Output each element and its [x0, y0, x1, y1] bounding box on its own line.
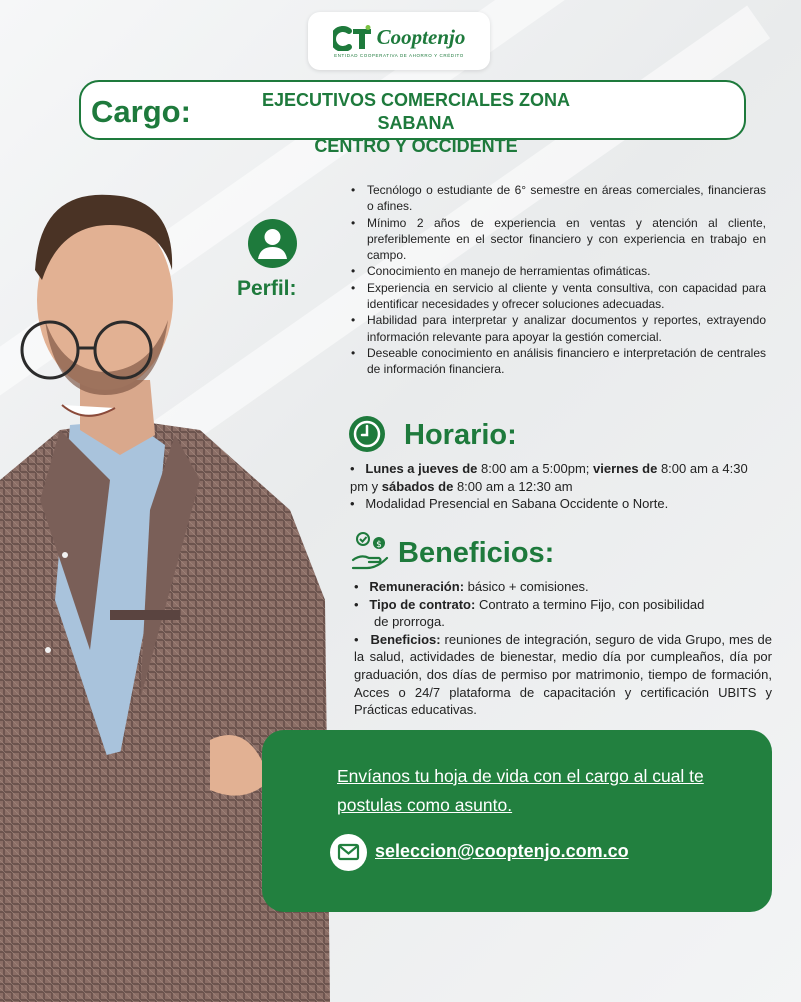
- horario-days-3: sábados de: [381, 478, 454, 494]
- horario-hours-2: 8:00 am a 4:30 pm y: [350, 461, 748, 494]
- perfil-item: • Mínimo 2 años de experiencia en ventas y atención al cliente, preferiblemente en el sector financiero y con experiencia en trabajo en campo.: [350, 215, 766, 264]
- horario-modalidad: Modalidad Presencial en Sabana Occidente o Norte.: [365, 496, 669, 511]
- horario-text: [350, 460, 768, 513]
- horario-line1: • Lunes a jueves de 8:00 am a 5:00pm; viernes de 8:00 am a 4:30 pm y sábados de 8:00 am a 12:30 am: [350, 461, 748, 494]
- beneficio-item: • Beneficios: reuniones de integración, seguro de vida Grupo, mes de la salud, actividades de bienestar, medio día por cumpleaños, día por graduación, dos días de permiso por matrimonio, tiempo de formación, Acces o 24/7 plataforma de capacitación y certificación UBITS y Prácticas educativas.: [354, 631, 772, 718]
- beneficio-item: • Tipo de contrato: Contrato a termino Fijo, con posibilidad: [354, 596, 705, 612]
- mail-icon: [330, 834, 367, 871]
- email-link[interactable]: seleccion@cooptenjo.com.co: [375, 841, 629, 861]
- send-cv-instructions: Envíanos tu hoja de vida con el cargo al cual te postulas como asunto.: [337, 766, 704, 815]
- perfil-label: Perfil:: [237, 277, 297, 300]
- horario-days-1: Lunes a jueves de: [365, 461, 478, 476]
- perfil-item: • Deseable conocimiento en análisis financiero e interpretación de centrales de información financiera.: [350, 345, 766, 378]
- user-icon: [248, 219, 297, 268]
- beneficio-label: Tipo de contrato:: [369, 596, 476, 612]
- beneficios-title: Beneficios:: [398, 537, 555, 569]
- brand-logo: [308, 12, 490, 70]
- brand-name: Cooptenjo: [376, 25, 466, 49]
- beneficio-label: Beneficios:: [370, 631, 441, 647]
- contact-box: [262, 730, 772, 912]
- beneficio-label: Remuneración:: [369, 579, 465, 594]
- perfil-item: • Conocimiento en manejo de herramientas ofimáticas.: [350, 263, 766, 279]
- horario-days-2: viernes de: [593, 461, 658, 476]
- perfil-item: • Experiencia en servicio al cliente y venta consultiva, con capacidad para identificar necesidades y ofrecer soluciones adecuadas.: [350, 280, 766, 313]
- perfil-item: • Habilidad para interpretar y analizar documentos y reportes, extrayendo información relevante para apoyar la gestión comercial.: [350, 312, 766, 345]
- beneficio-continuation: de prorroga.: [374, 614, 445, 630]
- perfil-item: • Tecnólogo o estudiante de 6° semestre en áreas comerciales, financieras o afines.: [350, 182, 766, 215]
- cargo-box: [79, 80, 746, 156]
- beneficio-value: reuniones de integración, seguro de vida Grupo, mes de la salud, actividades de bienestar, medio día por cumpleaños, día por graduación, dos días de permiso por matrimonio, tiempo de formación, Acces o 24/7 plataforma de capacitación y certificación UBITS y Prácticas educativas.: [354, 631, 772, 718]
- cargo-title-line1: EJECUTIVOS COMERCIALES ZONA SABANA: [261, 90, 571, 133]
- svg-text:$: $: [376, 540, 382, 550]
- beneficio-value: Contrato a termino Fijo, con posibilidad: [475, 596, 705, 612]
- beneficio-value: básico + comisiones.: [464, 579, 589, 594]
- horario-hours-3: 8:00 am a 12:30 am: [453, 478, 573, 494]
- benefits-hand-icon: [349, 530, 391, 572]
- brand-tagline: ENTIDAD COOPERATIVA DE AHORRO Y CRÉDITO: [334, 52, 464, 58]
- cargo-title-line2: CENTRO Y OCCIDENTE: [314, 136, 518, 156]
- horario-line2: • Modalidad Presencial en Sabana Occidente o Norte.: [350, 496, 669, 511]
- beneficios-text: [354, 578, 772, 719]
- horario-title: Horario:: [404, 419, 517, 451]
- beneficio-item: • Remuneración: básico + comisiones.: [354, 579, 589, 594]
- cargo-label: Cargo:: [91, 94, 191, 129]
- clock-icon: [349, 416, 385, 452]
- perfil-list: [350, 182, 766, 378]
- cargo-title: [231, 89, 601, 158]
- cooptenjo-logo-icon: [333, 25, 373, 51]
- horario-hours-1: 8:00 am a 5:00pm;: [477, 461, 594, 476]
